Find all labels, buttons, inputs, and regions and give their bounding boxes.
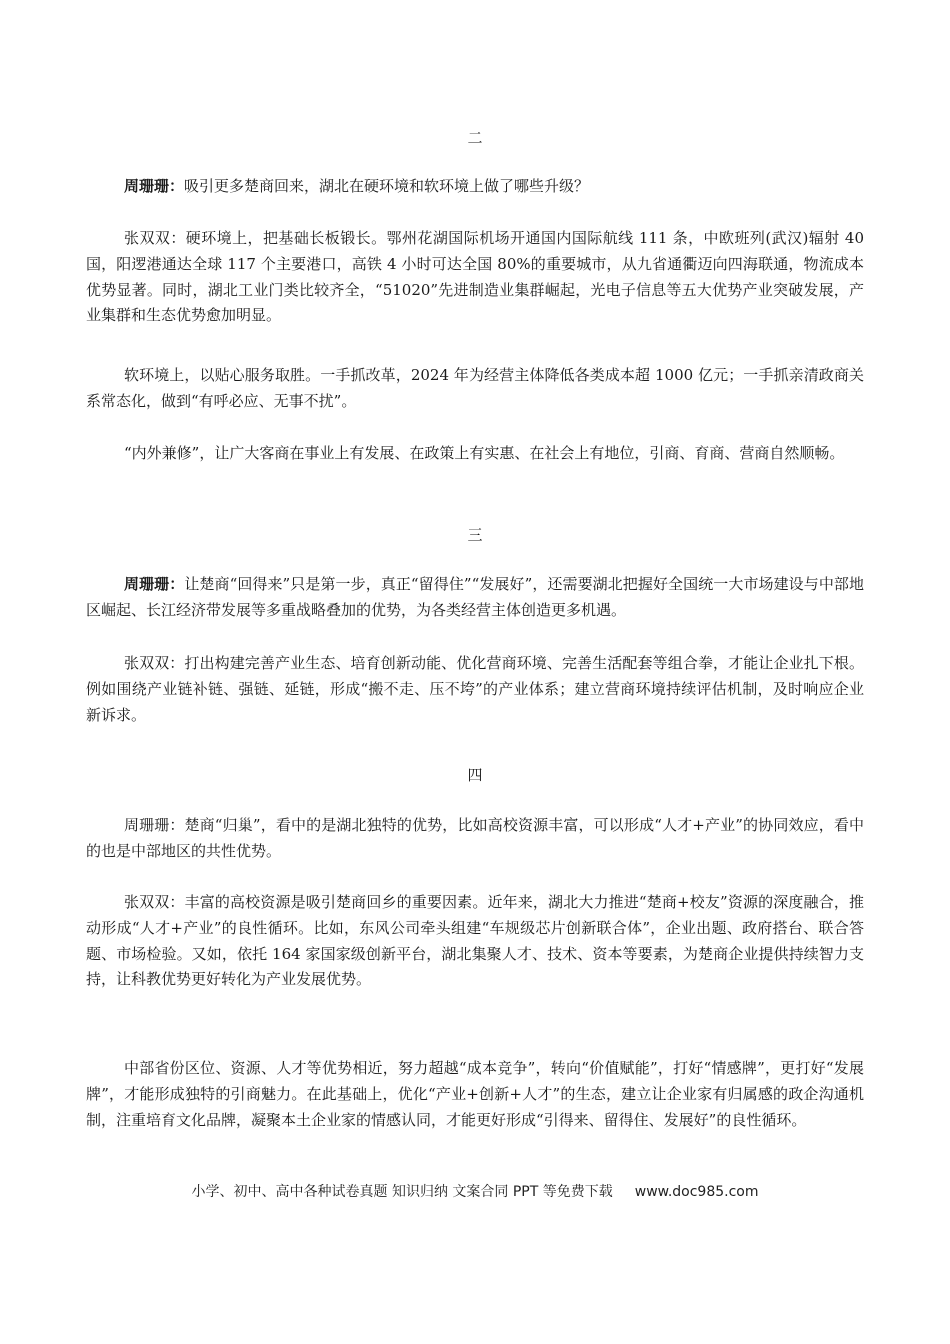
paragraph-answer-1: 张双双：硬环境上，把基础长板锻长。鄂州花湖国际机场开通国内国际航线 111 条，中欧班列(武汉)辐射 40 国，阳逻港通达全球 117 个主要港口，高铁 4 小时可达全国 80%的重要城市，从九省通衢迈向四海联通，物流成本优势显著。同时，湖北工业门类比较齐全，“51020”先进制造业集群崛起，光电子信息等五大优势产业突破发展，产业集群和生态优势愈加明显。 — [86, 229, 864, 325]
footer-text: 小学、初中、高中各种试卷真题 知识归纳 文案合同 PPT 等免费下载 — [191, 1184, 613, 1200]
page-footer — [0, 1181, 950, 1201]
paragraph-conclusion: 中部省份区位、资源、人才等优势相近，努力超越“成本竞争”，转向“价值赋能”，打好“情感牌”，更打好“发展牌”，才能形成独特的引商魅力。在此基础上，优化“产业+创新+人才”的生态，建立让企业家有归属感的政企沟通机制，注重培育文化品牌，凝聚本土企业家的情感认同，才能更好形成“引得来、留得住、发展好”的良性循环。 — [86, 1059, 864, 1129]
section-heading-three: 三 — [467, 526, 483, 544]
paragraph-question-2 — [86, 572, 864, 624]
paragraph-question-3: 周珊珊：楚商“归巢”，看中的是湖北独特的优势，比如高校资源丰富，可以形成“人才+产业”的协同效应，看中的也是中部地区的共性优势。 — [86, 816, 864, 860]
speaker-label: 周珊珊： — [124, 575, 185, 593]
section-heading-two: 二 — [467, 129, 483, 147]
paragraph-question-1 — [86, 174, 864, 200]
section-heading-four: 四 — [467, 766, 483, 784]
paragraph-answer-2: 张双双：打出构建完善产业生态、培育创新动能、优化营商环境、完善生活配套等组合拳，才能让企业扎下根。例如围绕产业链补链、强链、延链，形成“搬不走、压不垮”的产业体系；建立营商环境持续评估机制，及时响应企业新诉求。 — [86, 654, 864, 724]
paragraph-inside-outside: “内外兼修”，让广大客商在事业上有发展、在政策上有实惠、在社会上有地位，引商、育商、营商自然顺畅。 — [124, 444, 845, 462]
paragraph-text: 吸引更多楚商回来，湖北在硬环境和软环境上做了哪些升级？ — [184, 177, 590, 195]
speaker-label: 周珊珊： — [124, 177, 185, 195]
paragraph-soft-environment: 软环境上，以贴心服务取胜。一手抓改革，2024 年为经营主体降低各类成本超 1000 亿元；一手抓亲清政商关系常态化，做到“有呼必应、无事不扰”。 — [86, 366, 864, 410]
paragraph-text: 让楚商“回得来”只是第一步，真正“留得住”“发展好”，还需要湖北把握好全国统一大市场建设与中部地区崛起、长江经济带发展等多重战略叠加的优势，为各类经营主体创造更多机遇。 — [86, 575, 864, 619]
paragraph-answer-3: 张双双：丰富的高校资源是吸引楚商回乡的重要因素。近年来，湖北大力推进“楚商+校友”资源的深度融合，推动形成“人才+产业”的良性循环。比如，东风公司牵头组建“车规级芯片创新联合体”，企业出题、政府搭台、联合答题、市场检验。又如，依托 164 家国家级创新平台，湖北集聚人才、技术、资本等要素，为楚商企业提供持续智力支持，让科教优势更好转化为产业发展优势。 — [86, 893, 864, 989]
footer-url-link[interactable]: www.doc985.com — [634, 1184, 759, 1200]
